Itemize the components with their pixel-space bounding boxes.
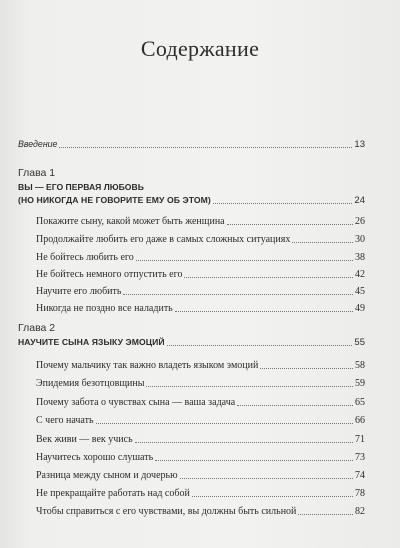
chapter-2-label: Глава 2 [18, 322, 56, 334]
toc-item [36, 434, 365, 445]
toc-item [36, 397, 365, 408]
leader-dots [184, 276, 353, 278]
toc-item-page: 42 [355, 269, 365, 280]
toc-item [36, 216, 365, 227]
toc-item-label: Не прекращайте работать над собой [36, 488, 190, 499]
toc-item [36, 269, 365, 280]
toc-item [36, 470, 365, 481]
toc-item-page: 59 [355, 378, 365, 389]
toc-item-page: 65 [355, 397, 365, 408]
toc-item-label: Не бойтесь немного отпустить его [36, 269, 183, 280]
leader-dots [135, 441, 353, 443]
leader-dots [237, 404, 353, 406]
chapter-2-title: НАУЧИТЕ СЫНА ЯЗЫКУ ЭМОЦИЙ [18, 337, 165, 347]
chapter-1-page: 24 [354, 195, 365, 206]
toc-item-page: 38 [355, 252, 365, 263]
toc-intro-row [18, 139, 365, 150]
chapter-1-title-line1: ВЫ — ЕГО ПЕРВАЯ ЛЮБОВЬ [18, 182, 144, 192]
leader-dots [180, 477, 353, 479]
leader-dots [146, 385, 353, 387]
toc-item-label: С чего начать [36, 415, 94, 426]
toc-item-label: Продолжайте любить его даже в самых сложных ситуациях [36, 234, 291, 245]
toc-item-page: 74 [355, 470, 365, 481]
toc-item [36, 415, 365, 426]
toc-item-label: Разница между сыном и дочерью [36, 470, 178, 481]
chapter-2-page: 55 [354, 337, 365, 348]
toc-item [36, 286, 365, 297]
chapter-1-title-row [18, 195, 365, 206]
toc-item-label: Эпидемия безотцовщины [36, 378, 145, 389]
leader-dots [123, 293, 353, 295]
chapter-2-title-row [18, 337, 365, 348]
toc-intro-label: Введение [18, 139, 58, 149]
toc-item-label: Покажите сыну, какой может быть женщина [36, 216, 225, 227]
toc-item-label: Чтобы справиться с его чувствами, вы должны быть сильной [36, 506, 297, 517]
chapter-1-label: Глава 1 [18, 167, 56, 179]
leader-dots [59, 146, 352, 148]
leader-dots [96, 422, 353, 424]
toc-item-page: 30 [355, 234, 365, 245]
leader-dots [292, 241, 353, 243]
toc-item-label: Век живи — век учись [36, 434, 133, 445]
leader-dots [260, 367, 353, 369]
toc-item-page: 45 [355, 286, 365, 297]
leader-dots [213, 202, 353, 204]
toc-item [36, 360, 365, 371]
toc-item-label: Научите его любить [36, 286, 122, 297]
leader-dots [167, 344, 353, 346]
toc-intro-page: 13 [354, 139, 365, 150]
leader-dots [136, 259, 353, 261]
page-title: Содержание [140, 36, 260, 61]
toc-item [36, 488, 365, 499]
toc-item-page: 78 [355, 488, 365, 499]
toc-item [36, 252, 365, 263]
toc-item-page: 58 [355, 360, 365, 371]
toc-item [36, 506, 365, 517]
toc-item [36, 234, 365, 245]
toc-item [36, 378, 365, 389]
toc-item-page: 73 [355, 452, 365, 463]
toc-item-page: 49 [355, 303, 365, 314]
toc-item-page: 26 [355, 216, 365, 227]
leader-dots [155, 459, 353, 461]
leader-dots [175, 310, 353, 312]
toc-item-label: Почему мальчику так важно владеть языком эмоций [36, 360, 259, 371]
toc-item-label: Не бойтесь любить его [36, 252, 134, 263]
leader-dots [192, 495, 353, 497]
leader-dots [227, 223, 353, 225]
chapter-1-title-line2: (НО НИКОГДА НЕ ГОВОРИТЕ ЕМУ ОБ ЭТОМ) [18, 195, 211, 205]
toc-item-label: Почему забота о чувствах сына — ваша задача [36, 397, 236, 408]
toc-item-page: 71 [355, 434, 365, 445]
toc-item [36, 452, 365, 463]
leader-dots [298, 513, 353, 515]
toc-item-label: Никогда не поздно все наладить [36, 303, 173, 314]
toc-item-label: Научитесь хорошо слушать [36, 452, 154, 463]
toc-item-page: 66 [355, 415, 365, 426]
toc-item-page: 82 [355, 506, 365, 517]
toc-item [36, 303, 365, 314]
